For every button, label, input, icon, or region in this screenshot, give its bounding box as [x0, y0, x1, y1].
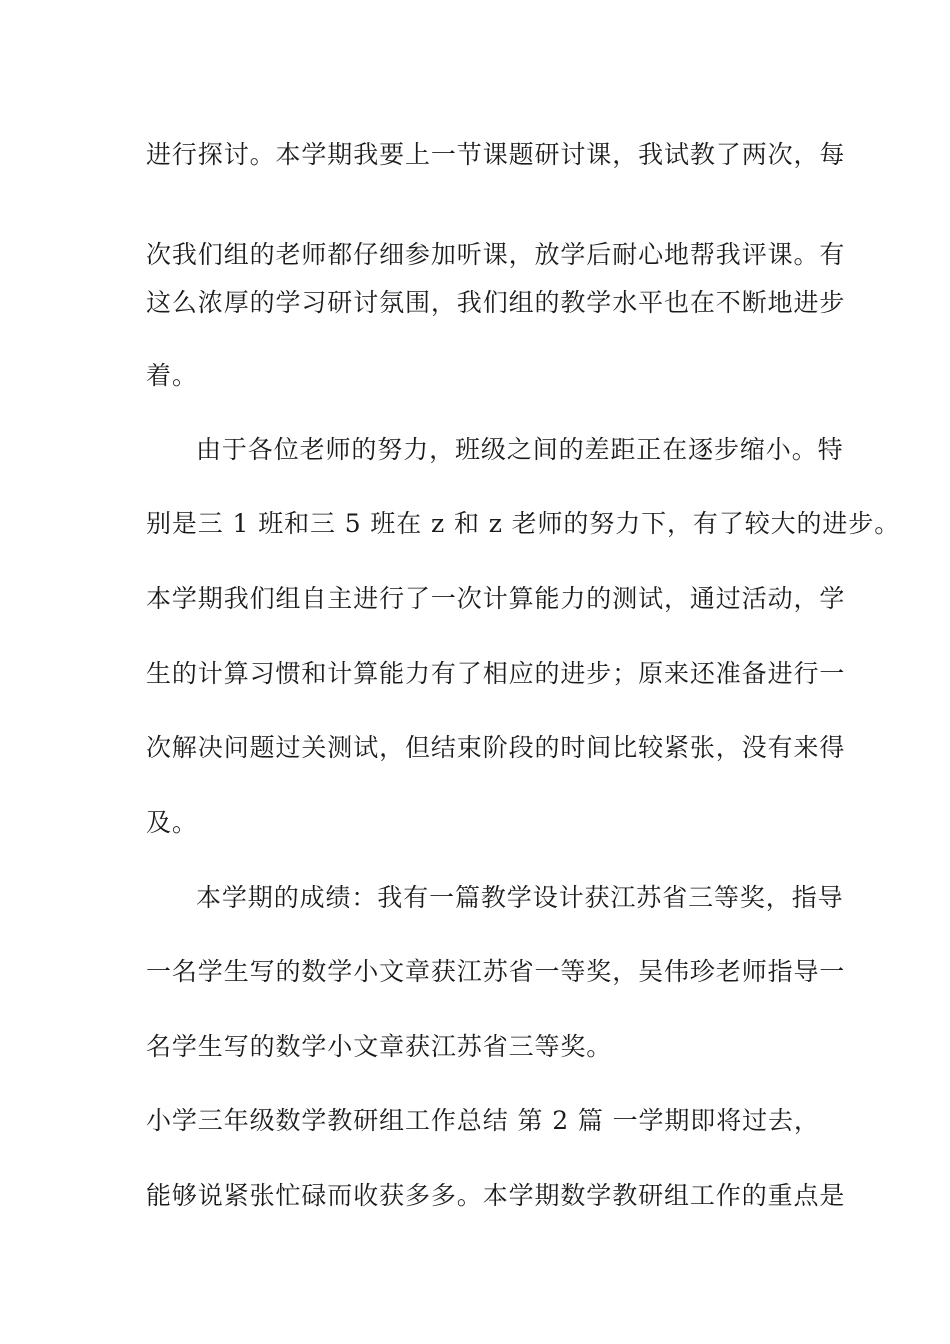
text-line: 名学生写的数学小文章获江苏省三等奖。 — [146, 1032, 613, 1061]
text-line: 及。 — [146, 808, 198, 837]
paragraph-first-line: 由于各位老师的努力，班级之间的差距正在逐步缩小。特 — [196, 435, 844, 464]
paragraph-first-line: 本学期的成绩：我有一篇教学设计获江苏省三等奖，指导 — [196, 883, 844, 912]
section-heading-line: 小学三年级数学教研组工作总结 第 2 篇 一学期即将过去， — [146, 1106, 820, 1135]
text-line: 生的计算习惯和计算能力有了相应的进步；原来还准备进行一 — [146, 659, 846, 688]
text-line: 这么浓厚的学习研讨氛围，我们组的教学水平也在不断地进步 — [146, 288, 846, 317]
text-line: 次我们组的老师都仔细参加听课，放学后耐心地帮我评课。有 — [146, 240, 846, 269]
text-line: 能够说紧张忙碌而收获多多。本学期数学教研组工作的重点是 — [146, 1181, 846, 1210]
text-line: 别是三 1 班和三 5 班在 z 和 z 老师的努力下，有了较大的进步。 — [146, 509, 901, 538]
text-line: 进行探讨。本学期我要上一节课题研讨课，我试教了两次，每 — [146, 140, 846, 169]
text-line: 次解决问题过关测试，但结束阶段的时间比较紧张，没有来得 — [146, 733, 846, 762]
text-line: 着。 — [146, 361, 198, 390]
text-line: 本学期我们组自主进行了一次计算能力的测试，通过活动，学 — [146, 584, 846, 613]
text-line: 一名学生写的数学小文章获江苏省一等奖，吴伟珍老师指导一 — [146, 957, 846, 986]
